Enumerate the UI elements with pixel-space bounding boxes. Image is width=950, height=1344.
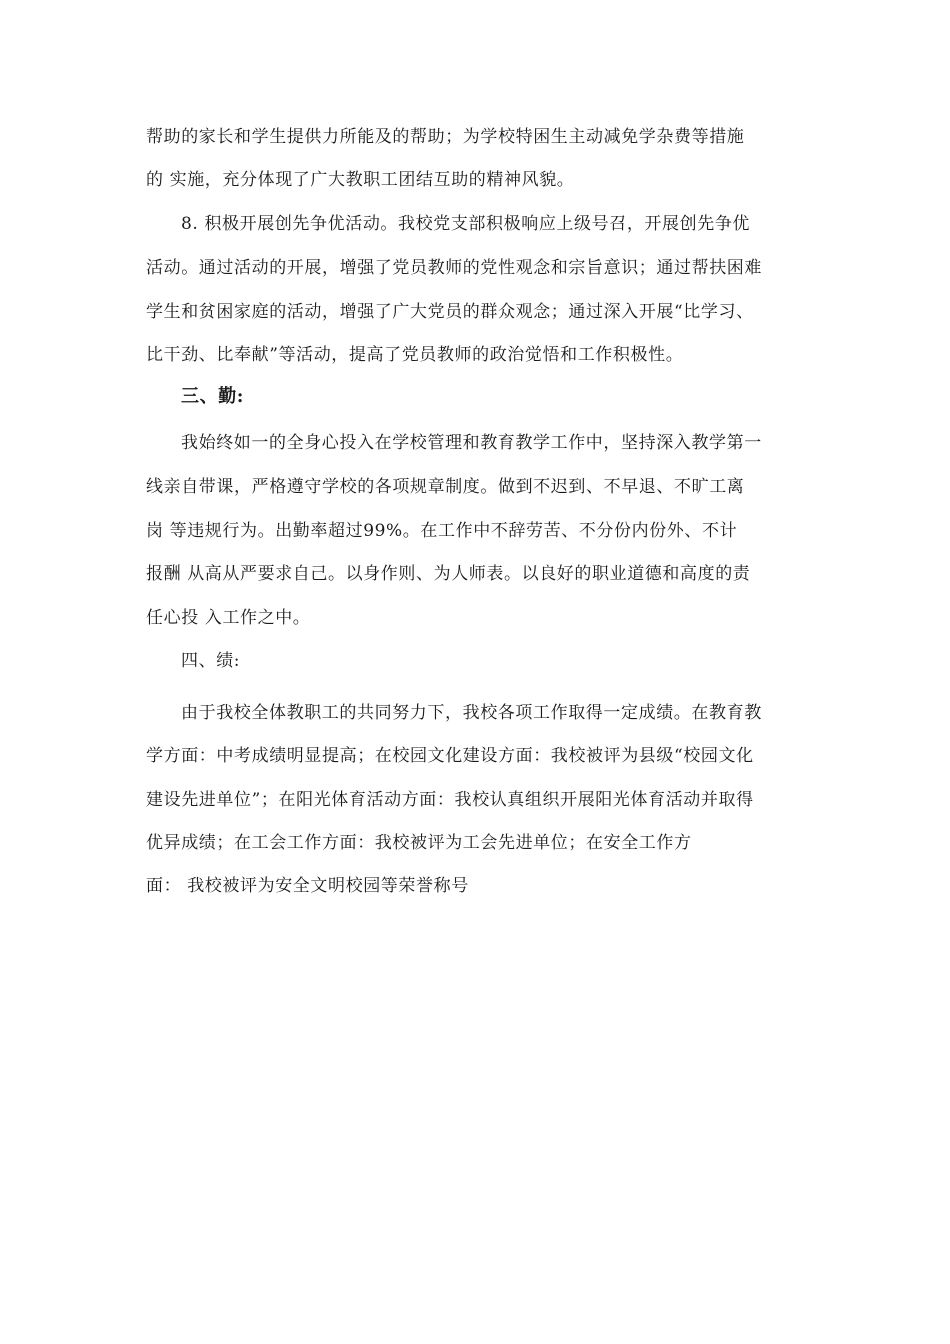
paragraph-line: 的 实施，充分体现了广大教职工团结互助的精神风貌。	[146, 170, 575, 190]
section-heading-qin: 三、勤:	[181, 386, 245, 407]
paragraph-line: 优异成绩；在工会工作方面：我校被评为工会先进单位；在安全工作方	[146, 833, 692, 853]
paragraph-line: 建设先进单位”；在阳光体育活动方面：我校认真组织开展阳光体育活动并取得	[146, 790, 754, 810]
paragraph-line: 报酬 从高从严要求自己。以身作则、为人师表。以良好的职业道德和高度的责	[146, 564, 751, 584]
paragraph-line: 学生和贫困家庭的活动，增强了广大党员的群众观念；通过深入开展“比学习、	[146, 302, 754, 322]
paragraph-line: 线亲自带课，严格遵守学校的各项规章制度。做到不迟到、不早退、不旷工离	[146, 477, 745, 497]
paragraph-line: 面： 我校被评为安全文明校园等荣誉称号	[146, 876, 469, 896]
paragraph-line: 我始终如一的全身心投入在学校管理和教育教学工作中，坚持深入教学第一	[181, 433, 762, 453]
paragraph-line: 由于我校全体教职工的共同努力下，我校各项工作取得一定成绩。在教育教	[181, 703, 762, 723]
section-heading-ji: 四、绩:	[181, 651, 241, 671]
paragraph-line: 学方面：中考成绩明显提高；在校园文化建设方面：我校被评为县级“校园文化	[146, 746, 754, 766]
paragraph-line: 8. 积极开展创先争优活动。我校党支部积极响应上级号召，开展创先争优	[181, 214, 751, 234]
paragraph-line: 活动。通过活动的开展，增强了党员教师的党性观念和宗旨意识；通过帮扶困难	[146, 258, 762, 278]
paragraph-line: 帮助的家长和学生提供力所能及的帮助；为学校特困生主动减免学杂费等措施	[146, 127, 745, 147]
paragraph-line: 岗 等违规行为。出勤率超过99%。在工作中不辞劳苦、不分份内份外、不计	[146, 521, 738, 541]
paragraph-line: 任心投 入工作之中。	[146, 608, 311, 628]
paragraph-line: 比干劲、比奉献”等活动，提高了党员教师的政治觉悟和工作积极性。	[146, 345, 684, 365]
